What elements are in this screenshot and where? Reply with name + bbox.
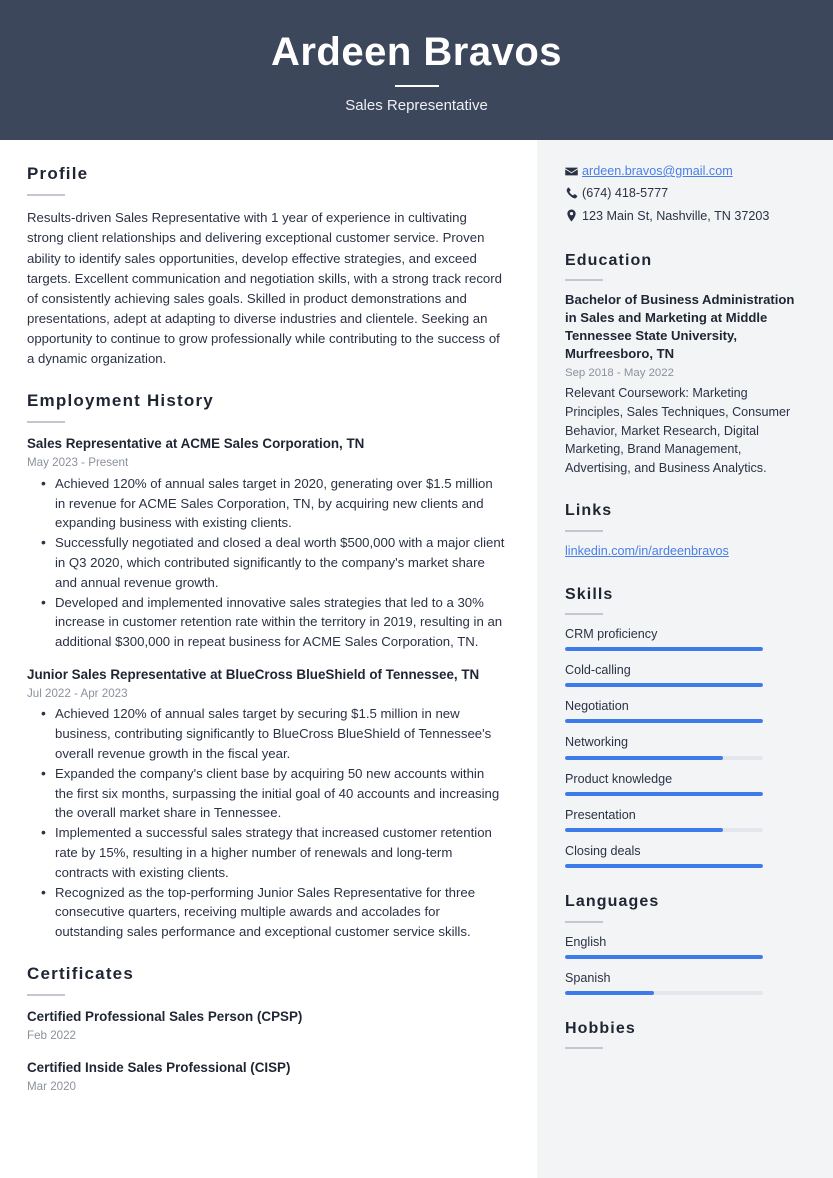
certificate-date: Feb 2022 (27, 1029, 76, 1043)
section-divider (565, 921, 603, 923)
contact-row-address (565, 207, 803, 225)
list-item: • Developed and implemented innovative sales strategies that led to a 30% increase in customer retention rate within the territory in 2019, resulting in an additional $300,000 in repeat business for ACME Sales Corporation, TN. (27, 593, 505, 652)
list-item: • Recognized as the top-performing Junior Sales Representative for three consecutive quarters, receiving multiple awards and accolades for outstanding sales performance and exceptional customer service skills. (27, 883, 505, 942)
skill-item (565, 806, 803, 832)
skill-item (565, 697, 803, 723)
language-bar-track (565, 991, 763, 995)
section-languages (565, 892, 803, 995)
envelope-icon (565, 165, 582, 178)
phone-value: (674) 418-5777 (582, 186, 669, 201)
contact-row-phone (565, 184, 803, 202)
page-title: Ardeen Bravos (270, 29, 563, 74)
skill-bar-track (565, 756, 763, 760)
language-item (565, 933, 803, 959)
section-education (565, 251, 803, 478)
contact-list (565, 162, 803, 225)
skill-label: Presentation (565, 807, 636, 822)
skill-label: Product knowledge (565, 771, 673, 786)
employment-title: Junior Sales Representative at BlueCross BlueShield of Tennessee, TN (27, 666, 480, 682)
section-divider (27, 994, 65, 996)
list-item: • Implemented a successful sales strategy that increased customer retention rate by 15%, resulting in a higher number of renewals and long-term contracts with existing clients. (27, 823, 505, 882)
education-entry (565, 291, 803, 477)
address-value: 123 Main St, Nashville, TN 37203 (582, 208, 770, 223)
employment-title: Sales Representative at ACME Sales Corporation, TN (27, 436, 365, 452)
employment-entry (27, 666, 505, 942)
section-employment-history (27, 391, 505, 942)
employment-date: May 2023 - Present (27, 456, 129, 470)
profile-text: Results-driven Sales Representative with 1 year of experience in cultivating strong client relationships and delivering exceptional customer service. Proven ability to identify sales opportunities, develop effective strategies, and exceed targets. Excellent communication and negotiation skills, with a strong track record of consistently achieving sales goals. Skilled in product demonstrations and presentations, adept at adapting to diverse industries and clientele. Seeking an opportunity to continue to grow professionally while contributing to the success of a dynamic organization. (27, 210, 502, 366)
language-bar-track (565, 955, 763, 959)
skill-bar-fill (565, 756, 723, 760)
location-pin-icon (565, 209, 582, 222)
section-divider (565, 1047, 603, 1049)
section-certificates (27, 964, 505, 1095)
header-job-title: Sales Representative (345, 97, 488, 115)
section-heading-languages: Languages (565, 893, 660, 911)
section-heading-certificates: Certificates (27, 963, 134, 983)
employment-bullets (27, 474, 505, 652)
skill-bar-fill (565, 864, 763, 868)
skill-bar-fill (565, 647, 763, 651)
language-label: English (565, 934, 607, 949)
skill-bar-fill (565, 828, 723, 832)
section-heading-links: Links (565, 502, 613, 520)
skill-bar-track (565, 828, 763, 832)
linkedin-link[interactable]: linkedin.com/in/ardeenbravos (565, 543, 729, 558)
education-description: Relevant Coursework: Marketing Principles, Sales Techniques, Consumer Behavior, Market Research, Digital Marketing, Brand Management, Advertising, and Business Analytics. (565, 386, 791, 475)
certificate-entry (27, 1008, 505, 1044)
skill-label: Closing deals (565, 844, 641, 859)
section-heading-hobbies: Hobbies (565, 1020, 636, 1038)
list-item: • Expanded the company's client base by acquiring 50 new accounts within the first six months, surpassing the initial goal of 40 accounts and increasing the overall market share in Tennessee. (27, 764, 505, 823)
certificate-title: Certified Professional Sales Person (CPSP) (27, 1009, 303, 1025)
section-divider (27, 421, 65, 423)
contact-row-email (565, 162, 803, 180)
section-heading-skills: Skills (565, 585, 614, 603)
header-divider (395, 85, 439, 87)
section-skills (565, 585, 803, 869)
skill-bar-track (565, 792, 763, 796)
skill-item (565, 661, 803, 687)
language-bar-fill (565, 955, 763, 959)
resume-header (0, 0, 833, 140)
skill-bar-track (565, 683, 763, 687)
education-title: Bachelor of Business Administration in Sales and Marketing at Middle Tennessee State University, Murfreesboro, TN (565, 291, 795, 362)
certificate-title: Certified Inside Sales Professional (CISP) (27, 1059, 291, 1075)
employment-bullets (27, 704, 505, 942)
section-divider (565, 613, 603, 615)
language-label: Spanish (565, 970, 611, 985)
section-profile (27, 164, 505, 369)
skill-item (565, 842, 803, 868)
skill-bar-track (565, 719, 763, 723)
skill-label: Networking (565, 735, 628, 750)
email-link[interactable]: ardeen.bravos@gmail.com (582, 164, 733, 178)
skill-label: Negotiation (565, 699, 629, 714)
sidebar-column (537, 140, 833, 1178)
employment-entry (27, 435, 505, 652)
section-divider (27, 194, 65, 196)
skill-bar-fill (565, 719, 763, 723)
skill-bar-fill (565, 683, 763, 687)
phone-icon (565, 187, 582, 200)
employment-date: Jul 2022 - Apr 2023 (27, 687, 128, 701)
skill-item (565, 625, 803, 651)
certificate-entry (27, 1059, 505, 1095)
skill-label: Cold-calling (565, 662, 631, 677)
language-bar-fill (565, 991, 654, 995)
skill-bar-fill (565, 792, 763, 796)
section-heading-education: Education (565, 251, 653, 269)
list-item: • Successfully negotiated and closed a deal worth $500,000 with a major client in Q3 2020, which contributed significantly to the company's market share and annual revenue growth. (27, 533, 505, 592)
resume-columns (0, 140, 833, 1178)
education-date: Sep 2018 - May 2022 (565, 367, 674, 380)
skill-label: CRM proficiency (565, 626, 658, 641)
section-divider (565, 530, 603, 532)
language-item (565, 969, 803, 995)
list-item: • Achieved 120% of annual sales target by securing $1.5 million in new business, contributing significantly to BlueCross BlueShield of Tennessee's overall revenue growth in the fiscal year. (27, 704, 505, 763)
skill-item (565, 733, 803, 759)
certificate-date: Mar 2020 (27, 1079, 76, 1093)
main-column (0, 140, 537, 1178)
section-heading-employment: Employment History (27, 390, 214, 410)
skill-bar-track (565, 647, 763, 651)
list-item: • Achieved 120% of annual sales target in 2020, generating over $1.5 million in revenue for ACME Sales Corporation, TN, by acquiring new clients and expanding business with existing clients. (27, 474, 505, 533)
skill-item (565, 770, 803, 796)
section-divider (565, 279, 603, 281)
section-links (565, 501, 803, 560)
section-heading-profile: Profile (27, 164, 89, 183)
section-hobbies (565, 1019, 803, 1049)
skill-bar-track (565, 864, 763, 868)
